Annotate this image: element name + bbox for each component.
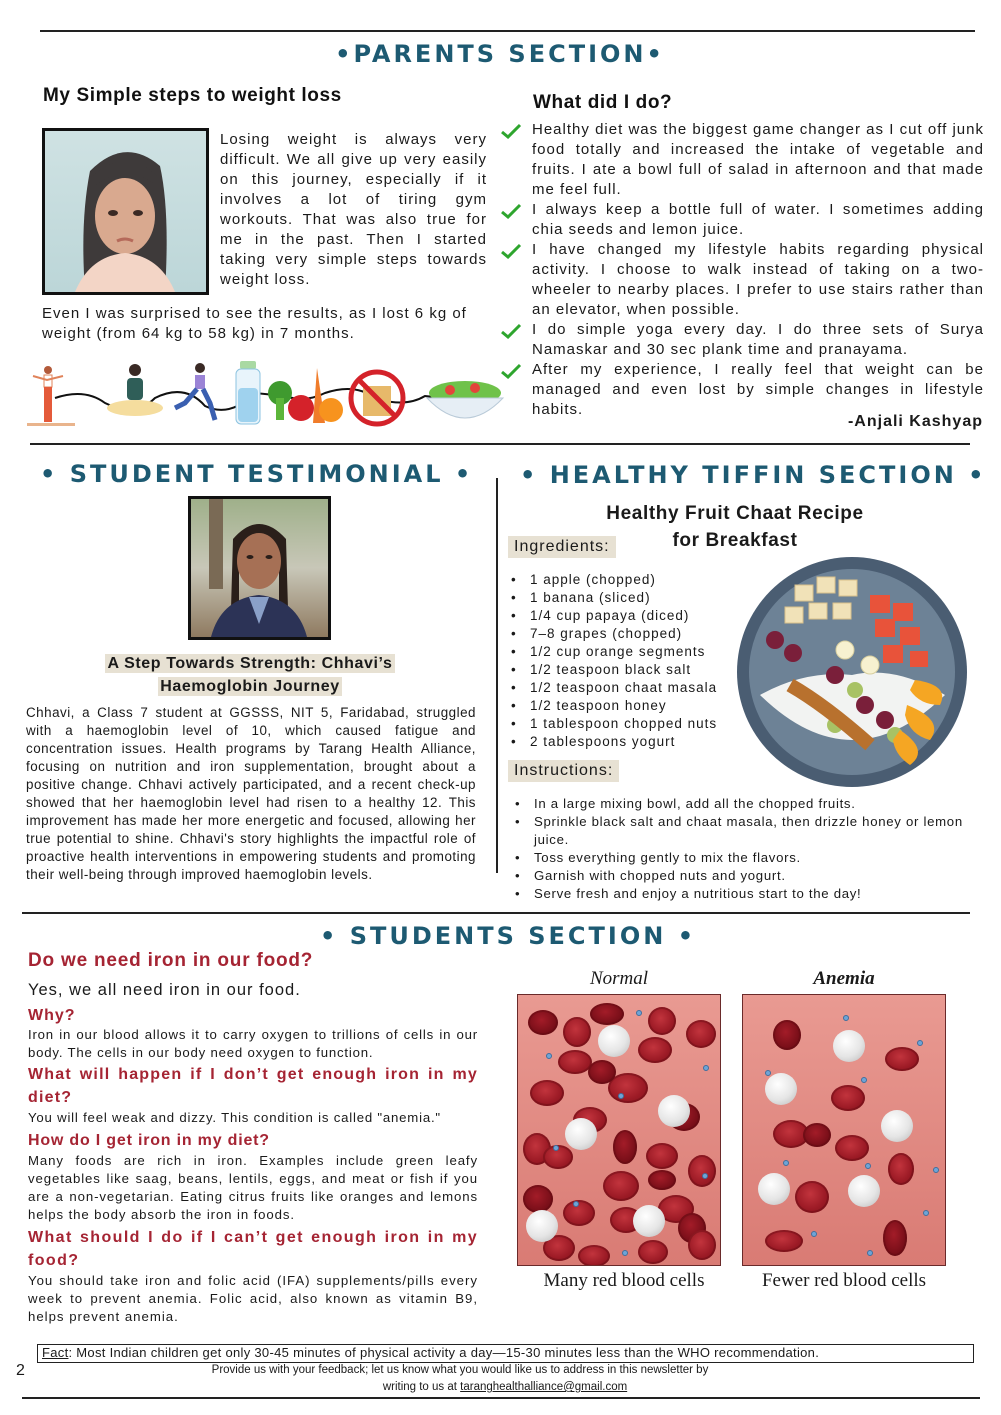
white-blood-cell: [848, 1175, 880, 1207]
email-link[interactable]: taranghealthalliance@gmail.com: [460, 1381, 628, 1393]
white-blood-cell: [565, 1118, 597, 1150]
step-text: After my experience, I really feel that weight can be managed and even lost by simple changes in lifestyle habits.: [532, 361, 984, 418]
lifestyle-illustration: [25, 358, 505, 430]
question-4: How do I get iron in my diet?: [28, 1132, 270, 1149]
step-item: [500, 240, 984, 320]
platelet: [553, 1145, 559, 1151]
step-item: [500, 360, 984, 420]
ingredient-item: • 2 tablespoons yogurt: [506, 733, 736, 751]
red-blood-cell: [883, 1220, 907, 1256]
answer-5: You should take iron and folic acid (IFA) supplements/pills every week to prevent anemia. Folic acid, also known as vitamin B9, helps prevent anemia.: [28, 1273, 478, 1324]
result-paragraph: Even I was surprised to see the results, as I lost 6 kg of weight (from 64 kg to 58 kg) in 7 months.: [42, 305, 467, 342]
instructions-list: [510, 795, 975, 903]
column-divider: [496, 478, 498, 873]
vegetables-fruits-icon: [268, 368, 343, 423]
white-blood-cell: [758, 1173, 790, 1205]
platelet: [865, 1163, 871, 1169]
testimonial-section-title: • STUDENT TESTIMONIAL •: [40, 460, 474, 488]
parents-bottom-divider: [30, 443, 970, 445]
white-blood-cell: [633, 1205, 665, 1237]
white-blood-cell: [765, 1073, 797, 1105]
red-blood-cell: [603, 1171, 639, 1201]
steps-list: [500, 120, 984, 420]
story-title-line2: Haemoglobin Journey: [160, 678, 340, 695]
weight-loss-heading: My Simple steps to weight loss: [43, 85, 342, 106]
red-blood-cell: [803, 1123, 831, 1147]
red-blood-cell: [563, 1200, 595, 1226]
platelet: [573, 1201, 579, 1207]
step-text: I always keep a bottle full of water. I sometimes adding chia seeds and lemon juice.: [532, 201, 984, 238]
platelet: [923, 1210, 929, 1216]
question-2: Why?: [28, 1007, 76, 1024]
fact-label: Fact: [42, 1345, 69, 1360]
red-blood-cell: [590, 1003, 624, 1025]
instructions-label: Instructions:: [508, 760, 619, 782]
students-section-title: • STUDENTS SECTION •: [320, 922, 697, 950]
answer-2: Iron in our blood allows it to carry oxygen to trillions of cells in our body. The cells in our body need oxygen to function.: [28, 1027, 478, 1060]
ingredient-item: • 1/4 cup papaya (diced): [506, 607, 736, 625]
platelet: [618, 1093, 624, 1099]
story-title-line1: A Step Towards Strength: Chhavi’s: [107, 655, 393, 672]
white-blood-cell: [833, 1030, 865, 1062]
red-blood-cell: [835, 1135, 869, 1161]
normal-title: Normal: [589, 968, 649, 989]
water-bottle-icon: [236, 361, 260, 424]
white-blood-cell: [598, 1025, 630, 1057]
red-blood-cell: [578, 1245, 610, 1266]
red-blood-cell: [588, 1060, 616, 1084]
answer-3: You will feel weak and dizzy. This condition is called "anemia.": [28, 1110, 441, 1125]
author-signature: -Anjali Kashyap: [847, 413, 983, 430]
step-item: [500, 320, 984, 360]
recipe-title: [585, 500, 885, 554]
red-blood-cell: [638, 1037, 672, 1063]
platelet: [783, 1160, 789, 1166]
checkmark-icon: [500, 123, 522, 139]
red-blood-cell: [765, 1230, 803, 1252]
answer-1: Yes, we all need iron in our food.: [28, 981, 301, 999]
platelet: [811, 1231, 817, 1237]
platelet: [867, 1250, 873, 1256]
white-blood-cell: [881, 1110, 913, 1142]
meditation-icon: [107, 364, 163, 416]
anemia-title: Anemia: [813, 968, 875, 989]
top-divider: [40, 30, 975, 32]
platelet: [703, 1065, 709, 1071]
checkmark-icon: [500, 363, 522, 379]
parent-portrait-icon: [45, 131, 206, 292]
salad-bowl-icon: [427, 381, 503, 418]
ingredient-item: • 1 tablespoon chopped nuts: [506, 715, 736, 733]
parents-section-title: •PARENTS SECTION•: [335, 40, 665, 68]
platelet: [622, 1250, 628, 1256]
red-blood-cell: [648, 1170, 676, 1190]
middle-bottom-divider: [22, 912, 970, 914]
checkmark-icon: [500, 243, 522, 259]
red-blood-cell: [528, 1010, 558, 1035]
ingredient-item: • 1/2 teaspoon black salt: [506, 661, 736, 679]
instruction-item: • Garnish with chopped nuts and yogurt.: [510, 867, 975, 885]
ingredients-list: [506, 571, 736, 751]
fruit-chaat-bowl-image: [735, 555, 969, 789]
question-5: What should I do if I can’t get enough iron in my food?: [28, 1229, 478, 1269]
instruction-item: • In a large mixing bowl, add all the chopped fruits.: [510, 795, 975, 813]
red-blood-cell: [648, 1007, 676, 1035]
question-1: Do we need iron in our food?: [28, 950, 314, 971]
feedback-line2: [250, 1381, 760, 1393]
platelet: [843, 1015, 849, 1021]
story-body: Chhavi, a Class 7 student at GGSSS, NIT 5, Faridabad, struggled with a haemoglobin level of 10, which caused fatigue and concentration issues. Health programs by Tarang Health Alliance, focusing on nutrition and iron supplementation, brought about a positive change. Chhavi actively participated, and a recent check-up showed that her haemoglobin level had risen to a healthy 12. This improvement has made her more energetic and focused, allowing her true potential to shine. Chhavi's story highlights the impactful role of proactive health interventions in empowering students and promoting their well-being through improved haemoglobin levels.: [26, 705, 476, 882]
step-item: [500, 200, 984, 240]
story-title: [60, 652, 440, 698]
recipe-title-line2: for Breakfast: [672, 530, 798, 551]
ingredient-item: • 1 banana (sliced): [506, 589, 736, 607]
ingredient-item: • 1/2 teaspoon honey: [506, 697, 736, 715]
red-blood-cell: [773, 1020, 801, 1050]
white-blood-cell: [658, 1095, 690, 1127]
checkmark-icon: [500, 203, 522, 219]
red-blood-cell: [885, 1047, 919, 1071]
red-blood-cell: [646, 1143, 678, 1169]
platelet: [765, 1070, 771, 1076]
student-photo: [188, 496, 331, 640]
instruction-item: • Serve fresh and enjoy a nutritious start to the day!: [510, 885, 975, 903]
red-blood-cell: [613, 1130, 637, 1164]
instruction-item: • Toss everything gently to mix the flavors.: [510, 849, 975, 867]
platelet: [917, 1040, 923, 1046]
fact-text: : Most Indian children get only 30-45 minutes of physical activity a day—15-30 minutes less than the WHO recommendation.: [68, 1345, 820, 1360]
page-number: 2: [16, 1362, 25, 1379]
step-text: I have changed my lifestyle habits regarding physical activity. I choose to walk instead of taking on a two-wheeler to nearby places. I prefer to use stairs rather than an elevator, when possible.: [532, 241, 984, 318]
step-text: Healthy diet was the biggest game changer as I cut off junk food totally and increased the intake of vegetable and fruits. I ate a bowl full of salad in afternoon and that made me feel full.: [532, 121, 984, 198]
ingredient-item: • 7–8 grapes (chopped): [506, 625, 736, 643]
instruction-item: • Sprinkle black salt and chaat masala, then drizzle honey or lemon juice.: [510, 813, 975, 849]
ingredient-item: • 1 apple (chopped): [506, 571, 736, 589]
recipe-title-line1: Healthy Fruit Chaat Recipe: [606, 503, 864, 524]
white-blood-cell: [526, 1210, 558, 1242]
red-blood-cell: [831, 1085, 865, 1111]
question-3: What will happen if I don’t get enough iron in my diet?: [28, 1066, 478, 1106]
anemia-caption: Fewer red blood cells: [761, 1270, 927, 1291]
red-blood-cell: [686, 1020, 716, 1048]
platelet: [702, 1173, 708, 1179]
bottom-divider: [22, 1397, 980, 1399]
normal-caption: Many red blood cells: [543, 1270, 705, 1291]
red-blood-cell: [558, 1050, 592, 1074]
step-text: I do simple yoga every day. I do three sets of Surya Namaskar and 30 sec plank time and pranayama.: [532, 321, 984, 358]
yoga-tree-pose-icon: [27, 366, 75, 426]
red-blood-cell: [530, 1080, 564, 1106]
platelet: [861, 1077, 867, 1083]
ingredient-item: • 1/2 cup orange segments: [506, 643, 736, 661]
red-blood-cell: [795, 1181, 829, 1213]
platelet: [546, 1053, 552, 1059]
answer-4: Many foods are rich in iron. Examples include green leafy vegetables like saag, beans, lentils, eggs, and meat or fish if you are a non-vegetarian. Eating citrus fruits like oranges and lemons helps the body absorb the iron in foods.: [28, 1153, 478, 1222]
student-portrait-icon: [191, 499, 328, 637]
no-junk-food-icon: [351, 372, 403, 424]
red-blood-cell: [563, 1017, 591, 1047]
feedback-prefix: writing to us at: [382, 1381, 461, 1393]
platelet: [636, 1010, 642, 1016]
iron-qa: [28, 948, 478, 1326]
ingredients-label: Ingredients:: [508, 536, 616, 558]
fact-box: [37, 1344, 974, 1363]
platelet: [933, 1167, 939, 1173]
anemia-blood-panel: [742, 994, 946, 1266]
checkmark-icon: [500, 323, 522, 339]
red-blood-cell: [523, 1185, 553, 1213]
red-blood-cell: [688, 1155, 716, 1187]
tiffin-section-title: • HEALTHY TIFFIN SECTION •: [520, 461, 987, 489]
ingredient-item: • 1/2 teaspoon chaat masala: [506, 679, 736, 697]
what-did-i-do-heading: What did I do?: [533, 92, 673, 113]
red-blood-cell: [688, 1230, 716, 1260]
step-item: [500, 120, 984, 200]
normal-blood-panel: [517, 994, 721, 1266]
red-blood-cell: [888, 1153, 914, 1185]
feedback-line1: Provide us with your feedback; let us know what you would like us to address in this newsletter by: [211, 1364, 709, 1376]
intro-paragraph: Losing weight is always very difficult. We all give up very easily on this journey, especially if it involves a lot of tiring gym workouts. That was also true for me in the past. Then I started taking very simple steps towards weight loss.: [220, 131, 487, 288]
red-blood-cell: [638, 1240, 668, 1264]
parent-photo: [42, 128, 209, 295]
